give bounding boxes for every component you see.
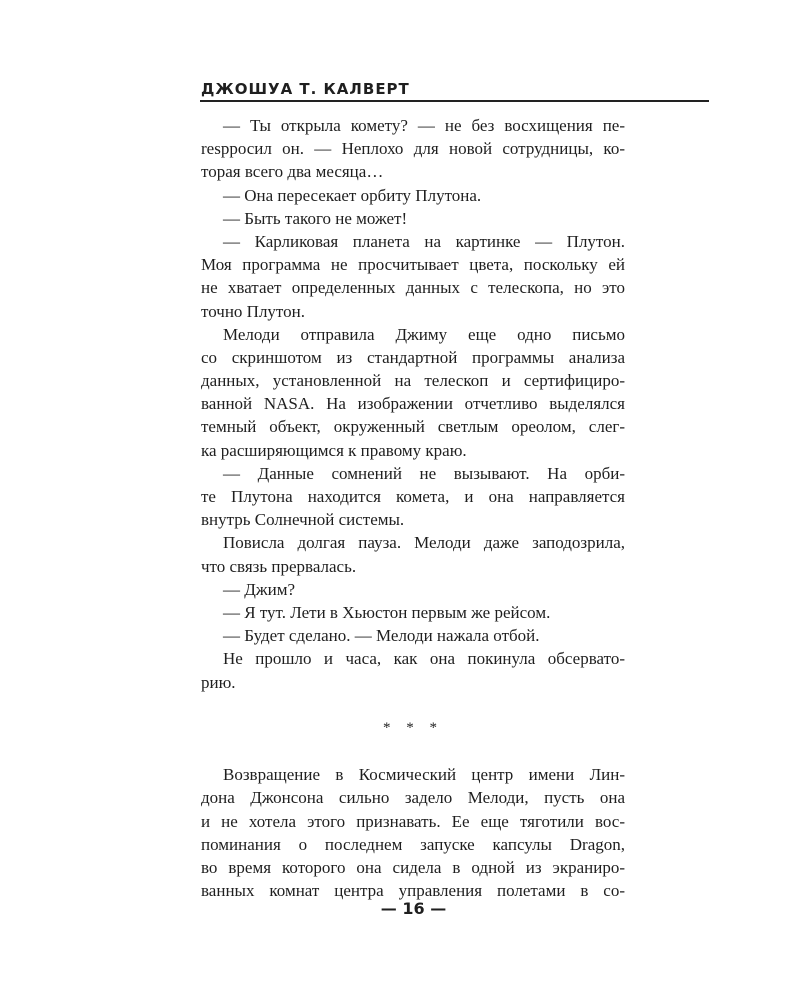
text-block-1	[201, 114, 625, 694]
text-line: respросил он. — Неплохо для новой сотрудницы, ко-	[201, 139, 625, 159]
text-line: ванной NASA. На изображении отчетливо выделялся	[201, 394, 625, 414]
text-line: — Карликовая планета на картинке — Плутон.	[223, 231, 625, 251]
text-line: рию.	[201, 672, 236, 692]
text-line: те Плутона находится комета, и она направляется	[201, 487, 625, 506]
text-line: ка расширяющимся к правому краю.	[201, 440, 467, 460]
text-line: внутрь Солнечной системы.	[201, 510, 405, 530]
section-gap	[201, 694, 625, 717]
page-number: — 16 —	[380, 899, 447, 918]
text-line: точно Плутон.	[201, 301, 305, 321]
text-line: — Ты открыла комету? — не без восхищения пе-	[223, 116, 625, 135]
section-gap	[201, 740, 625, 763]
text-line: темный объект, окруженный светлым ореолом, слег-	[201, 417, 625, 437]
header-rule	[200, 100, 709, 102]
text-line: дона Джонсона сильно задело Мелоди, пусть она	[201, 788, 625, 808]
text-line: что связь прервалась.	[201, 556, 357, 576]
text-line: — Будет сделано. — Мелоди нажала отбой.	[223, 626, 540, 646]
text-line: во время которого она сидела в одной из экраниро-	[201, 858, 625, 877]
text-line: — Джим?	[223, 579, 295, 599]
text-block-2	[201, 763, 625, 902]
section-separator: * * *	[383, 719, 443, 736]
text-line: торая всего два месяца…	[201, 162, 384, 182]
text-line: — Данные сомнений не вызывают. На орби-	[223, 463, 625, 483]
text-line: поминания о последнем запуске капсулы Dragon,	[201, 834, 625, 854]
text-line: Моя программа не просчитывает цвета, поскольку ей	[201, 255, 625, 275]
running-title: ДЖОШУА Т. КАЛВЕРТ	[201, 80, 410, 98]
body-text	[201, 114, 625, 902]
text-line: со скриншотом из стандартной программы анализа	[201, 347, 625, 367]
text-line: Не прошло и часа, как она покинула обсервато-	[223, 649, 625, 669]
text-line: — Я тут. Лети в Хьюстон первым же рейсом.	[223, 602, 551, 622]
text-line: Возвращение в Космический центр имени Лин-	[223, 765, 625, 785]
text-line: Мелоди отправила Джиму еще одно письмо	[223, 324, 625, 344]
text-line: — Она пересекает орбиту Плутона.	[223, 185, 482, 205]
text-line: данных, установленной на телескоп и сертифициро-	[201, 371, 625, 391]
text-line: — Быть такого не может!	[223, 208, 408, 228]
text-line: ванных комнат центра управления полетами в со-	[201, 881, 625, 901]
text-line: и не хотела этого признавать. Ее еще тяготили вос-	[201, 811, 625, 831]
text-line: Повисла долгая пауза. Мелоди даже заподозрила,	[223, 533, 625, 553]
text-line: не хватает определенных данных с телескопа, но это	[201, 278, 625, 298]
